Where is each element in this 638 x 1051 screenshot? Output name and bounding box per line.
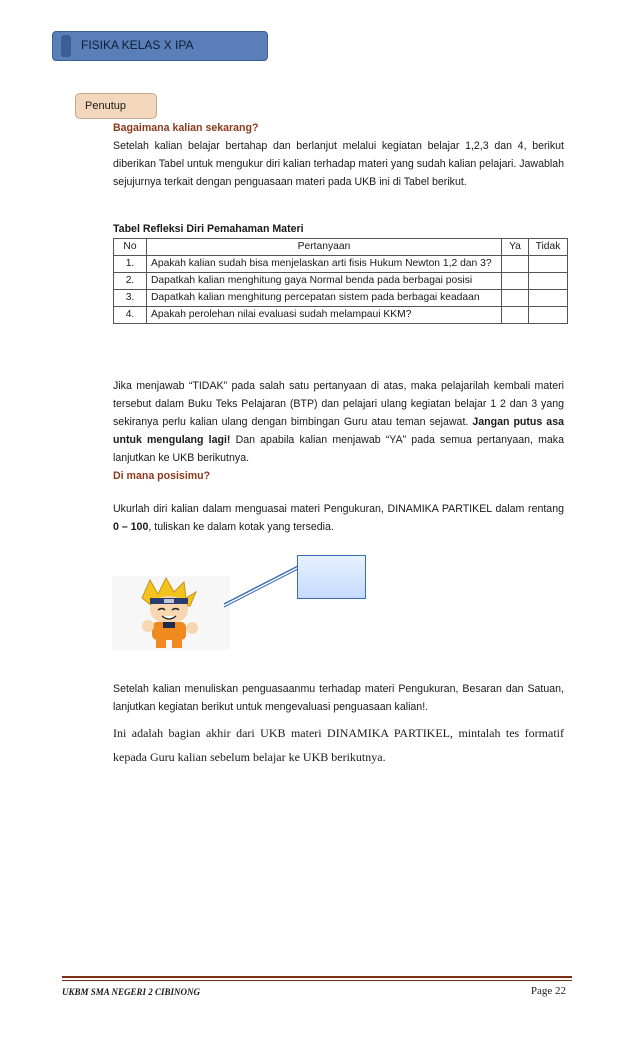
row-number: 4.: [114, 307, 147, 324]
header-title: FISIKA KELAS X IPA: [81, 38, 194, 52]
row-number: 1.: [114, 256, 147, 273]
row-number: 3.: [114, 290, 147, 307]
intro-section: [113, 119, 564, 191]
tidak-cell[interactable]: [529, 273, 568, 290]
advice-paragraph: [113, 377, 564, 467]
closing-paragraph-1: Setelah kalian menuliskan penguasaanmu terhadap materi Pengukuran, Besaran dan Satuan, lanjutkan kegiatan berikut untuk mengevaluasi penguasaan kalian!.: [113, 683, 564, 713]
header-banner: [52, 31, 268, 61]
intro-heading: Bagaimana kalian sekarang?: [113, 122, 259, 134]
banner-notch: [61, 35, 71, 57]
table-title: Tabel Refleksi Diri Pemahaman Materi: [113, 223, 304, 235]
tidak-cell[interactable]: [529, 307, 568, 324]
score-input-box[interactable]: [297, 555, 366, 599]
reflection-table: [113, 238, 568, 324]
row-question: Apakah kalian sudah bisa menjelaskan arti fisis Hukum Newton 1,2 dan 3?: [147, 256, 502, 273]
position-range: 0 – 100: [113, 521, 149, 533]
section-tab-penutup: Penutup: [75, 93, 157, 119]
tidak-cell[interactable]: [529, 290, 568, 307]
ya-cell[interactable]: [502, 290, 529, 307]
position-text-before: Ukurlah diri kalian dalam menguasai materi Pengukuran, DINAMIKA PARTIKEL dalam rentang: [113, 503, 564, 515]
position-paragraph: [113, 500, 564, 536]
table-row: [114, 273, 568, 290]
footer-page-number: Page 22: [530, 985, 566, 997]
naruto-character-image: [112, 576, 230, 650]
footer-school: UKBM SMA NEGERI 2 CIBINONG: [62, 987, 201, 997]
position-heading: Di mana posisimu?: [113, 470, 211, 482]
advice-text-1: Jika menjawab “TIDAK” pada salah satu pertanyaan di atas, maka pelajarilah kembali materi tersebut dalam Buku Teks Pelajaran (BTP) dan pelajari ulang kegiatan belajar 1 2 dan 3 yang sekiranya perlu kalian ulang dengan bimbingan Guru atau teman sejawat.: [113, 380, 564, 428]
ya-cell[interactable]: [502, 256, 529, 273]
row-question: Apakah perolehan nilai evaluasi sudah melampaui KKM?: [147, 307, 502, 324]
ya-cell[interactable]: [502, 273, 529, 290]
table-row: [114, 256, 568, 273]
header-no: No: [114, 239, 147, 256]
advice-text-2: Dan apabila kalian menjawab “YA” pada semua pertanyaan, maka lanjutkan ke UKB berikutnya.: [113, 434, 564, 464]
advice-bold-text: Jangan putus asa untuk mengulang lagi!: [113, 416, 564, 446]
footer-rule: [62, 976, 572, 978]
table-row: [114, 307, 568, 324]
closing-paragraph-2: Ini adalah bagian akhir dari UKB materi DINAMIKA PARTIKEL, mintalah tes formatif kepada Guru kalian sebelum belajar ke UKB berikutnya.: [113, 726, 564, 764]
position-text-after: , tuliskan ke dalam kotak yang tersedia.: [148, 521, 334, 533]
table-header-row: [114, 239, 568, 256]
pointer-line: [222, 564, 302, 608]
header-ya: Ya: [502, 239, 529, 256]
tidak-cell[interactable]: [529, 256, 568, 273]
row-number: 2.: [114, 273, 147, 290]
ya-cell[interactable]: [502, 307, 529, 324]
row-question: Dapatkah kalian menghitung percepatan sistem pada berbagai keadaan: [147, 290, 502, 307]
row-question: Dapatkah kalian menghitung gaya Normal benda pada berbagai posisi: [147, 273, 502, 290]
header-tidak: Tidak: [529, 239, 568, 256]
table-row: [114, 290, 568, 307]
header-pertanyaan: Pertanyaan: [147, 239, 502, 256]
footer-rule-thin: [62, 980, 572, 981]
intro-paragraph: Setelah kalian belajar bertahap dan berlanjut melalui kegiatan belajar 1,2,3 dan 4, berikut diberikan Tabel untuk mengukur diri kalian terhadap materi yang sudah kalian pelajari. Jawablah sejujurnya terkait dengan penguasaan materi pada UKB ini di Tabel berikut.: [113, 140, 564, 188]
